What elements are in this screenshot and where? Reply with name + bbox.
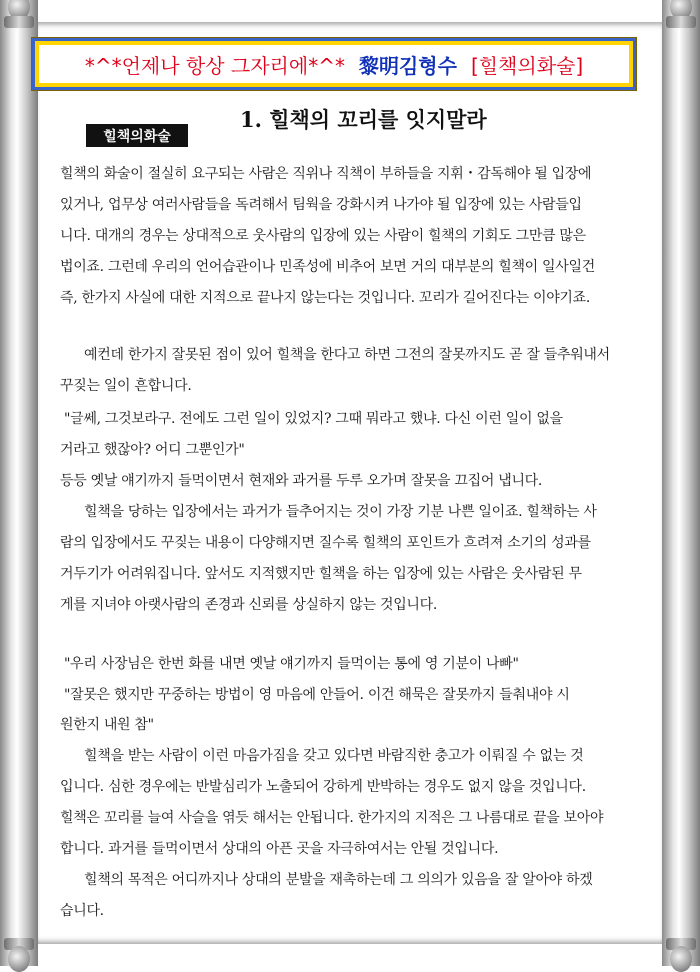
body-line: 예컨데 한가지 잘못된 점이 있어 힐책을 한다고 하면 그전의 잘못까지도 곧 잘 들추워내서 bbox=[84, 347, 610, 363]
banner-text bbox=[39, 45, 629, 83]
body-line: 거라고 했잖아? 어디 그뿐인가" bbox=[60, 442, 245, 458]
scroll-rod-left bbox=[0, 0, 38, 966]
body-line: 게를 지녀야 아랫사람의 존경과 신뢰를 상실하지 않는 것입니다. bbox=[60, 597, 438, 613]
body-line: 힐책을 당하는 입장에서는 과거가 들추어지는 것이 가장 기분 나쁜 일이죠. 힐책하는 사 bbox=[84, 504, 597, 520]
body-line: 니다. 대개의 경우는 상대적으로 웃사람의 입장에 있는 사람이 힐책의 기회도 그만큼 많은 bbox=[60, 228, 586, 244]
body-line: 힐책의 목적은 어디까지나 상대의 분발을 재촉하는데 그 의의가 있음을 잘 알아야 하겠 bbox=[84, 872, 593, 888]
rod-cap-icon bbox=[4, 16, 34, 28]
body-line: 습니다. bbox=[60, 903, 104, 919]
body-line: 법이죠. 그런데 우리의 언어습관이나 민족성에 비추어 보면 거의 대부분의 힐책이 일사일건 bbox=[60, 259, 595, 275]
body-line: 등등 옛날 얘기까지 들먹이면서 현재와 과거를 두루 오가며 잘못을 끄집어 냅니다. bbox=[60, 473, 543, 489]
rod-knob-icon bbox=[8, 946, 30, 972]
section-label: 힐책의화술 bbox=[86, 124, 188, 147]
document-title: 1. 힐책의 꼬리를 잇지말라 bbox=[240, 107, 487, 132]
body-line: 꾸짖는 일이 흔합니다. bbox=[60, 378, 192, 394]
banner-topic: [힐책의화술] bbox=[470, 53, 584, 78]
scroll-rod-right bbox=[662, 0, 700, 966]
body-line: 힐책의 화술이 절실히 요구되는 사람은 직위나 직책이 부하들을 지휘・감독해야 될 입장에 bbox=[60, 166, 592, 182]
rod-knob-icon bbox=[670, 946, 692, 972]
body-line: 즉, 한가지 사실에 대한 지적으로 끝나지 않는다는 것입니다. 꼬리가 길어진다는 이야기죠. bbox=[60, 290, 591, 306]
body-line: 힐책을 받는 사람이 이런 마음가짐을 갖고 있다면 바람직한 충고가 이뤄질 수 없는 것 bbox=[84, 748, 584, 764]
body-line: "글쎄, 그것보라구. 전에도 그런 일이 있었지? 그때 뭐라고 했냐. 다신 이런 일이 없을 bbox=[64, 411, 563, 427]
banner-motto: *^*언제나 항상 그자리에*^* bbox=[84, 53, 345, 78]
banner-author: 黎明김형수 bbox=[358, 53, 457, 78]
body-line: 입니다. 심한 경우에는 반발심리가 노출되어 강하게 반박하는 경우도 없지 않을 것입니다. bbox=[60, 779, 586, 795]
body-line: 거두기가 어려워집니다. 앞서도 지적했지만 힐책을 하는 입장에 있는 사람은 웃사람된 무 bbox=[60, 566, 582, 582]
body-line: "잘못은 했지만 꾸중하는 방법이 영 마음에 안들어. 이건 해묵은 잘못까지 들춰내야 시 bbox=[64, 687, 570, 703]
body-line: "우리 사장님은 한번 화를 내면 옛날 얘기까지 들먹이는 통에 영 기분이 나빠" bbox=[64, 656, 519, 672]
header-banner bbox=[32, 38, 636, 90]
body-line: 원한지 내원 참" bbox=[60, 717, 154, 733]
body-line: 힐책은 꼬리를 늘여 사슬을 엮듯 해서는 안됩니다. 한가지의 지적은 그 나름대로 끝을 보아야 bbox=[60, 810, 604, 826]
body-line: 람의 입장에서도 꾸짖는 내용이 다양해지면 질수록 힐책의 포인트가 흐려져 소기의 성과를 bbox=[60, 535, 591, 551]
body-line: 있거나, 업무상 여러사람들을 독려해서 팀웍을 강화시켜 나가야 될 입장에 있는 사람들입 bbox=[60, 197, 582, 213]
body-line: 합니다. 과거를 들먹이면서 상대의 아픈 곳을 자극하여서는 안될 것입니다. bbox=[60, 841, 499, 857]
rod-cap-icon bbox=[666, 16, 696, 28]
